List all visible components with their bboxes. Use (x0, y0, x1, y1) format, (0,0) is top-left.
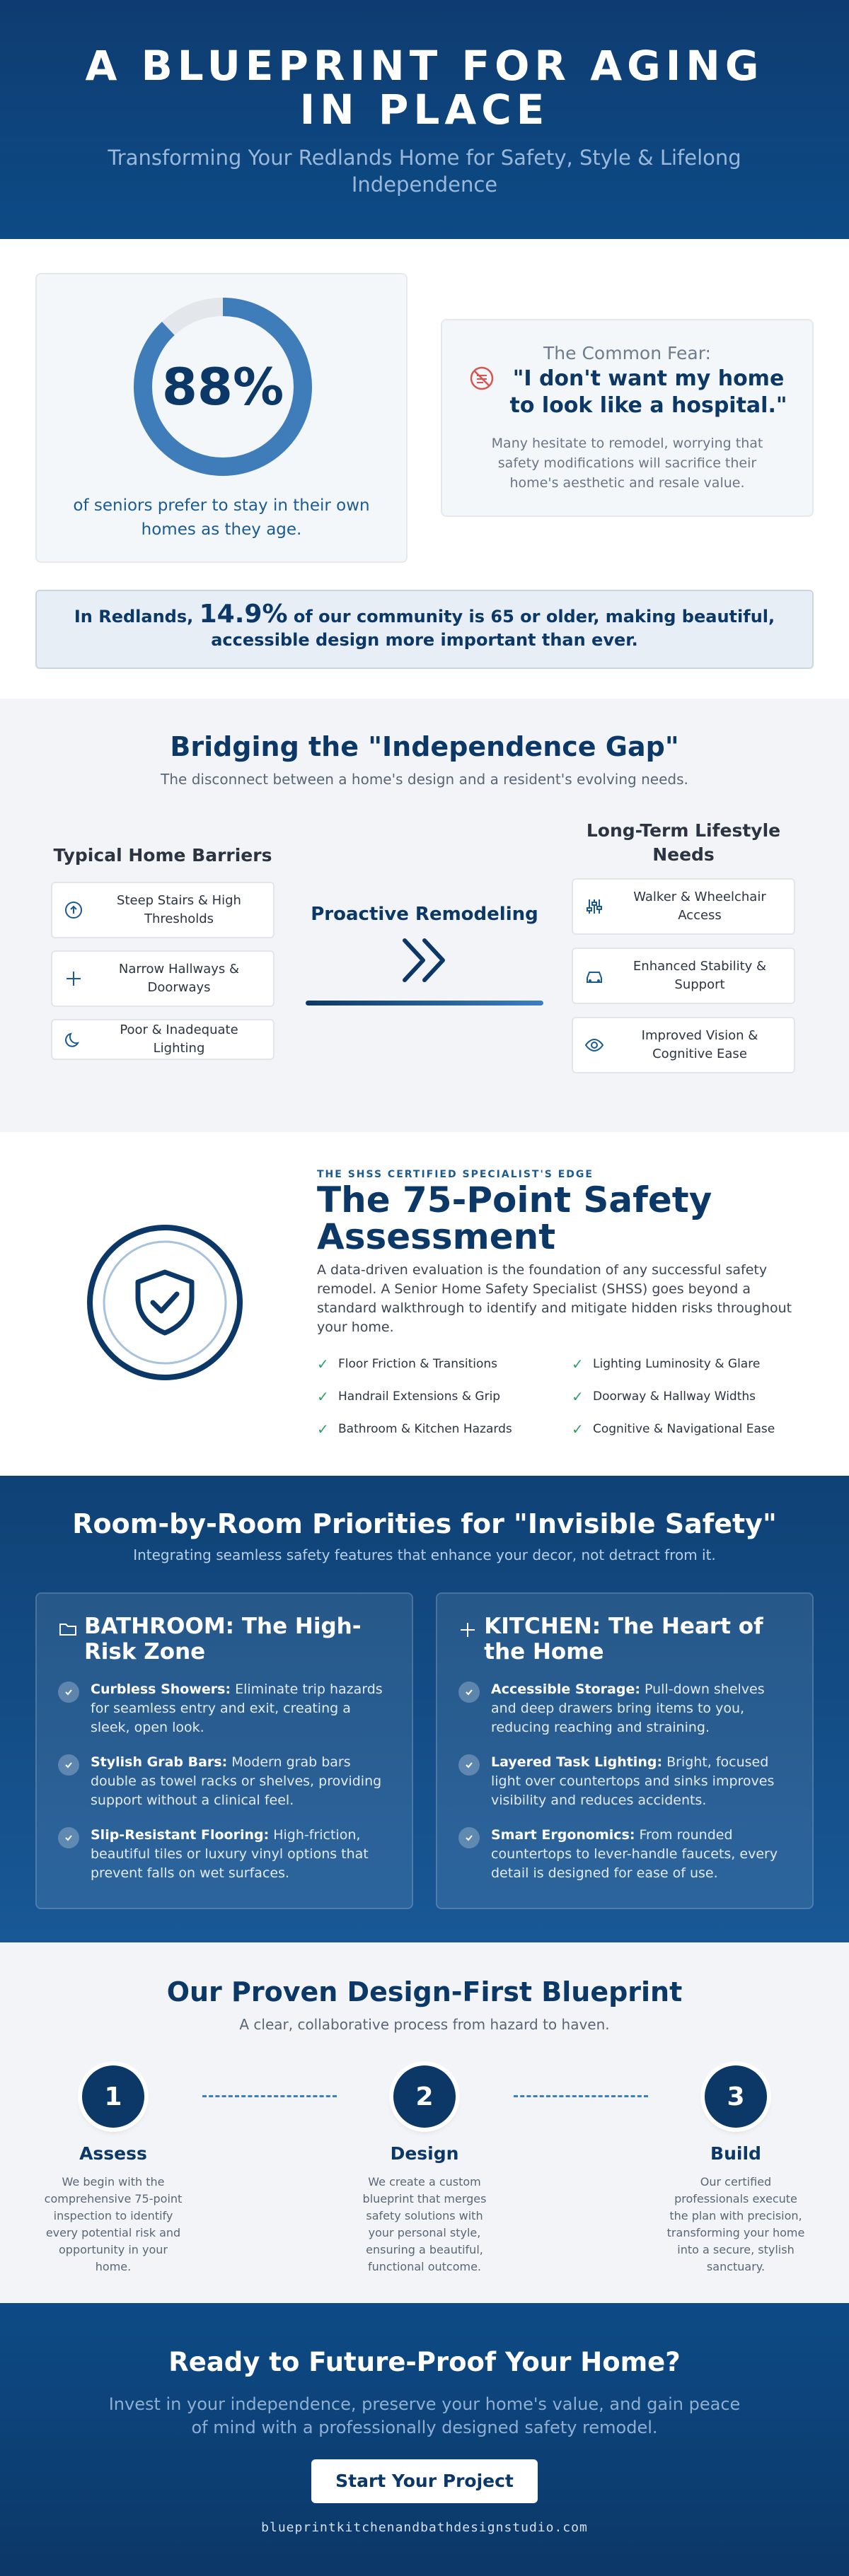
gap-title: Bridging the "Independence Gap" (170, 731, 679, 762)
check-circle-icon (458, 1754, 480, 1776)
checklist-label: Handrail Extensions & Grip (338, 1389, 501, 1404)
barrier-label: Steep Stairs & High Thresholds (117, 893, 241, 926)
step-label: Build (710, 2143, 761, 2164)
step-number: 2 (393, 2065, 456, 2128)
fear-label: The Common Fear: (543, 343, 711, 363)
stat-caption: of seniors prefer to stay in their own homes as they age. (73, 496, 370, 539)
barrier-item (51, 882, 275, 938)
checklist-label: Bathroom & Kitchen Hazards (338, 1422, 512, 1436)
cta-section (0, 2303, 849, 2576)
independence-gap-section (0, 699, 849, 1132)
moon-icon (52, 1030, 95, 1049)
barrier-item (51, 950, 275, 1007)
stats-section (0, 239, 849, 699)
checklist-item (572, 1388, 812, 1405)
barrier-label: Poor & Inadequate Lighting (120, 1022, 238, 1056)
checklist-item (317, 1388, 572, 1405)
process-step (35, 2065, 191, 2275)
gradient-divider (306, 1001, 543, 1006)
step-description: We begin with the comprehensive 75-point inspection to identify every potential risk and opportunity in your home. (44, 2175, 183, 2273)
step-description: We create a custom blueprint that merges safety solutions with your personal style, ensuring a beautiful, functional outcome. (362, 2175, 487, 2273)
checklist-item (572, 1356, 812, 1372)
hero-section (0, 0, 849, 239)
checklist-item (317, 1421, 572, 1438)
eye-icon (573, 1036, 616, 1054)
banner-prefix: In Redlands, (74, 607, 194, 626)
room-feature (458, 1826, 791, 1883)
barriers-title: Typical Home Barriers (53, 845, 272, 866)
barrier-item (51, 1019, 275, 1060)
feature-text: High-friction, beautiful tiles or luxury vinyl options that prevent falls on wet surfaces. (91, 1827, 369, 1881)
need-item (572, 878, 795, 935)
step-label: Assess (79, 2143, 147, 2164)
cta-subtitle: Invest in your independence, preserve your home's value, and gain peace of mind with a professionally designed safety remodel. (108, 2394, 741, 2437)
step-label: Design (390, 2143, 459, 2164)
checklist-item (572, 1421, 812, 1438)
double-chevron-icon (396, 932, 453, 989)
feature-text: Eliminate trip hazards for seamless entry and exit, creating a sleek, open look. (91, 1682, 383, 1735)
check-icon: ✓ (317, 1356, 329, 1372)
cta-title: Ready to Future-Proof Your Home? (168, 2347, 681, 2377)
checklist-label: Doorway & Hallway Widths (593, 1389, 756, 1404)
step-number: 3 (705, 2065, 767, 2128)
stat-value: 88% (161, 357, 284, 416)
checklist-item (317, 1356, 572, 1372)
room-card-title: KITCHEN: The Heart of the Home (484, 1614, 763, 1665)
rooms-subtitle: Integrating seamless safety features that enhance your decor, not detract from it. (133, 1546, 716, 1563)
start-project-button[interactable]: Start Your Project (311, 2459, 538, 2503)
feature-text: Bright, focused light over countertops and sinks improves visibility and reduces accidents. (491, 1754, 775, 1808)
feature-name: Smart Ergonomics: (491, 1827, 635, 1843)
arrow-up-circle-icon (52, 901, 95, 919)
feature-name: Stylish Grab Bars: (91, 1754, 228, 1770)
banner-highlight: 14.9% (199, 600, 288, 629)
page-subtitle: Transforming Your Redlands Home for Safety, Style & Lifelong Independence (108, 146, 741, 197)
banner-suffix: of our community is 65 or older, making beautiful, accessible design more important than ever. (211, 607, 775, 650)
checklist (317, 1356, 812, 1438)
room-feature (458, 1680, 791, 1737)
statistic-banner (35, 590, 814, 669)
need-item (572, 948, 795, 1004)
feature-name: Slip-Resistant Flooring: (91, 1827, 270, 1843)
need-item (572, 1017, 795, 1073)
assessment-title: The 75-Point Safety Assessment (317, 1179, 712, 1257)
feature-name: Curbless Showers: (91, 1682, 231, 1697)
checklist-label: Cognitive & Navigational Ease (593, 1422, 775, 1436)
gap-subtitle: The disconnect between a home's design and a resident's evolving needs. (161, 771, 688, 788)
rooms-title: Room-by-Room Priorities for "Invisible Safety" (72, 1508, 777, 1539)
checklist-label: Lighting Luminosity & Glare (593, 1357, 761, 1371)
dashed-connector (514, 2095, 648, 2097)
check-circle-icon (58, 1682, 79, 1703)
room-priorities-section (0, 1476, 849, 1942)
step-number: 1 (82, 2065, 144, 2128)
step-description: Our certified professionals execute the plan with precision, transforming your home into a secure, stylish sanctuary. (666, 2175, 805, 2273)
check-icon: ✓ (572, 1356, 584, 1372)
website-link[interactable]: blueprintkitchenandbathdesignstudio.com (261, 2520, 588, 2535)
check-circle-icon (458, 1682, 480, 1703)
fear-quote: "I don't want my home to look like a hospital." (509, 366, 787, 418)
sliders-icon (573, 897, 616, 916)
need-label: Walker & Wheelchair Access (633, 890, 766, 923)
room-card-title: BATHROOM: The High-Risk Zone (83, 1614, 362, 1665)
bathroom-card (35, 1592, 413, 1909)
room-feature (58, 1826, 391, 1883)
barrier-label: Narrow Hallways & Doorways (118, 962, 240, 995)
need-label: Enhanced Stability & Support (633, 959, 767, 992)
plus-icon (52, 969, 95, 988)
process-step (347, 2065, 502, 2275)
needs-title: Long-Term Lifestyle Needs (586, 820, 781, 865)
dashed-connector (202, 2095, 337, 2097)
room-feature (58, 1680, 391, 1737)
check-icon: ✓ (572, 1421, 584, 1438)
process-subtitle: A clear, collaborative process from hazard to haven. (239, 2016, 610, 2033)
process-section (0, 1942, 849, 2303)
check-icon: ✓ (317, 1388, 329, 1405)
no-hospital-icon (468, 364, 496, 392)
feature-text: Modern grab bars double as towel racks or shelves, providing support without a clinical feel. (91, 1754, 382, 1808)
checklist-label: Floor Friction & Transitions (338, 1357, 497, 1371)
car-icon (573, 967, 616, 985)
assessment-description: A data-driven evaluation is the foundation of any successful safety remodel. A Senior Home Safety Specialist (SHSS) goes beyond a standard walkthrough to identify and mitigate hidden risks throughout your home. (317, 1262, 792, 1335)
fear-description: Many hesitate to remodel, worrying that safety modifications will sacrifice their home's aesthetic and resale value. (491, 436, 763, 491)
plus-icon (458, 1614, 484, 1642)
need-label: Improved Vision & Cognitive Ease (641, 1028, 758, 1061)
room-feature (458, 1753, 791, 1810)
check-icon: ✓ (317, 1421, 329, 1438)
check-circle-icon (58, 1754, 79, 1776)
shield-check-badge (85, 1223, 245, 1382)
check-circle-icon (458, 1827, 480, 1848)
assessment-eyebrow: THE SHSS CERTIFIED SPECIALIST'S EDGE (317, 1169, 594, 1180)
check-circle-icon (58, 1827, 79, 1848)
feature-text: Pull-down shelves and deep drawers bring items to you, reducing reaching and straining. (491, 1682, 765, 1735)
middle-title: Proactive Remodeling (311, 904, 538, 925)
feature-name: Layered Task Lighting: (491, 1754, 663, 1770)
assessment-section (0, 1132, 849, 1476)
feature-name: Accessible Storage: (491, 1682, 640, 1697)
room-feature (58, 1753, 391, 1810)
fear-card (441, 319, 814, 517)
process-title: Our Proven Design-First Blueprint (166, 1976, 683, 2007)
process-step (658, 2065, 814, 2275)
stat-card (35, 273, 408, 563)
feature-text: From rounded countertops to lever-handle faucets, every detail is designed for ease of use. (491, 1827, 778, 1881)
kitchen-card (436, 1592, 814, 1909)
page-title: A BLUEPRINT FOR AGING IN PLACE (85, 42, 764, 134)
folder-icon (58, 1614, 84, 1640)
check-icon: ✓ (572, 1388, 584, 1405)
